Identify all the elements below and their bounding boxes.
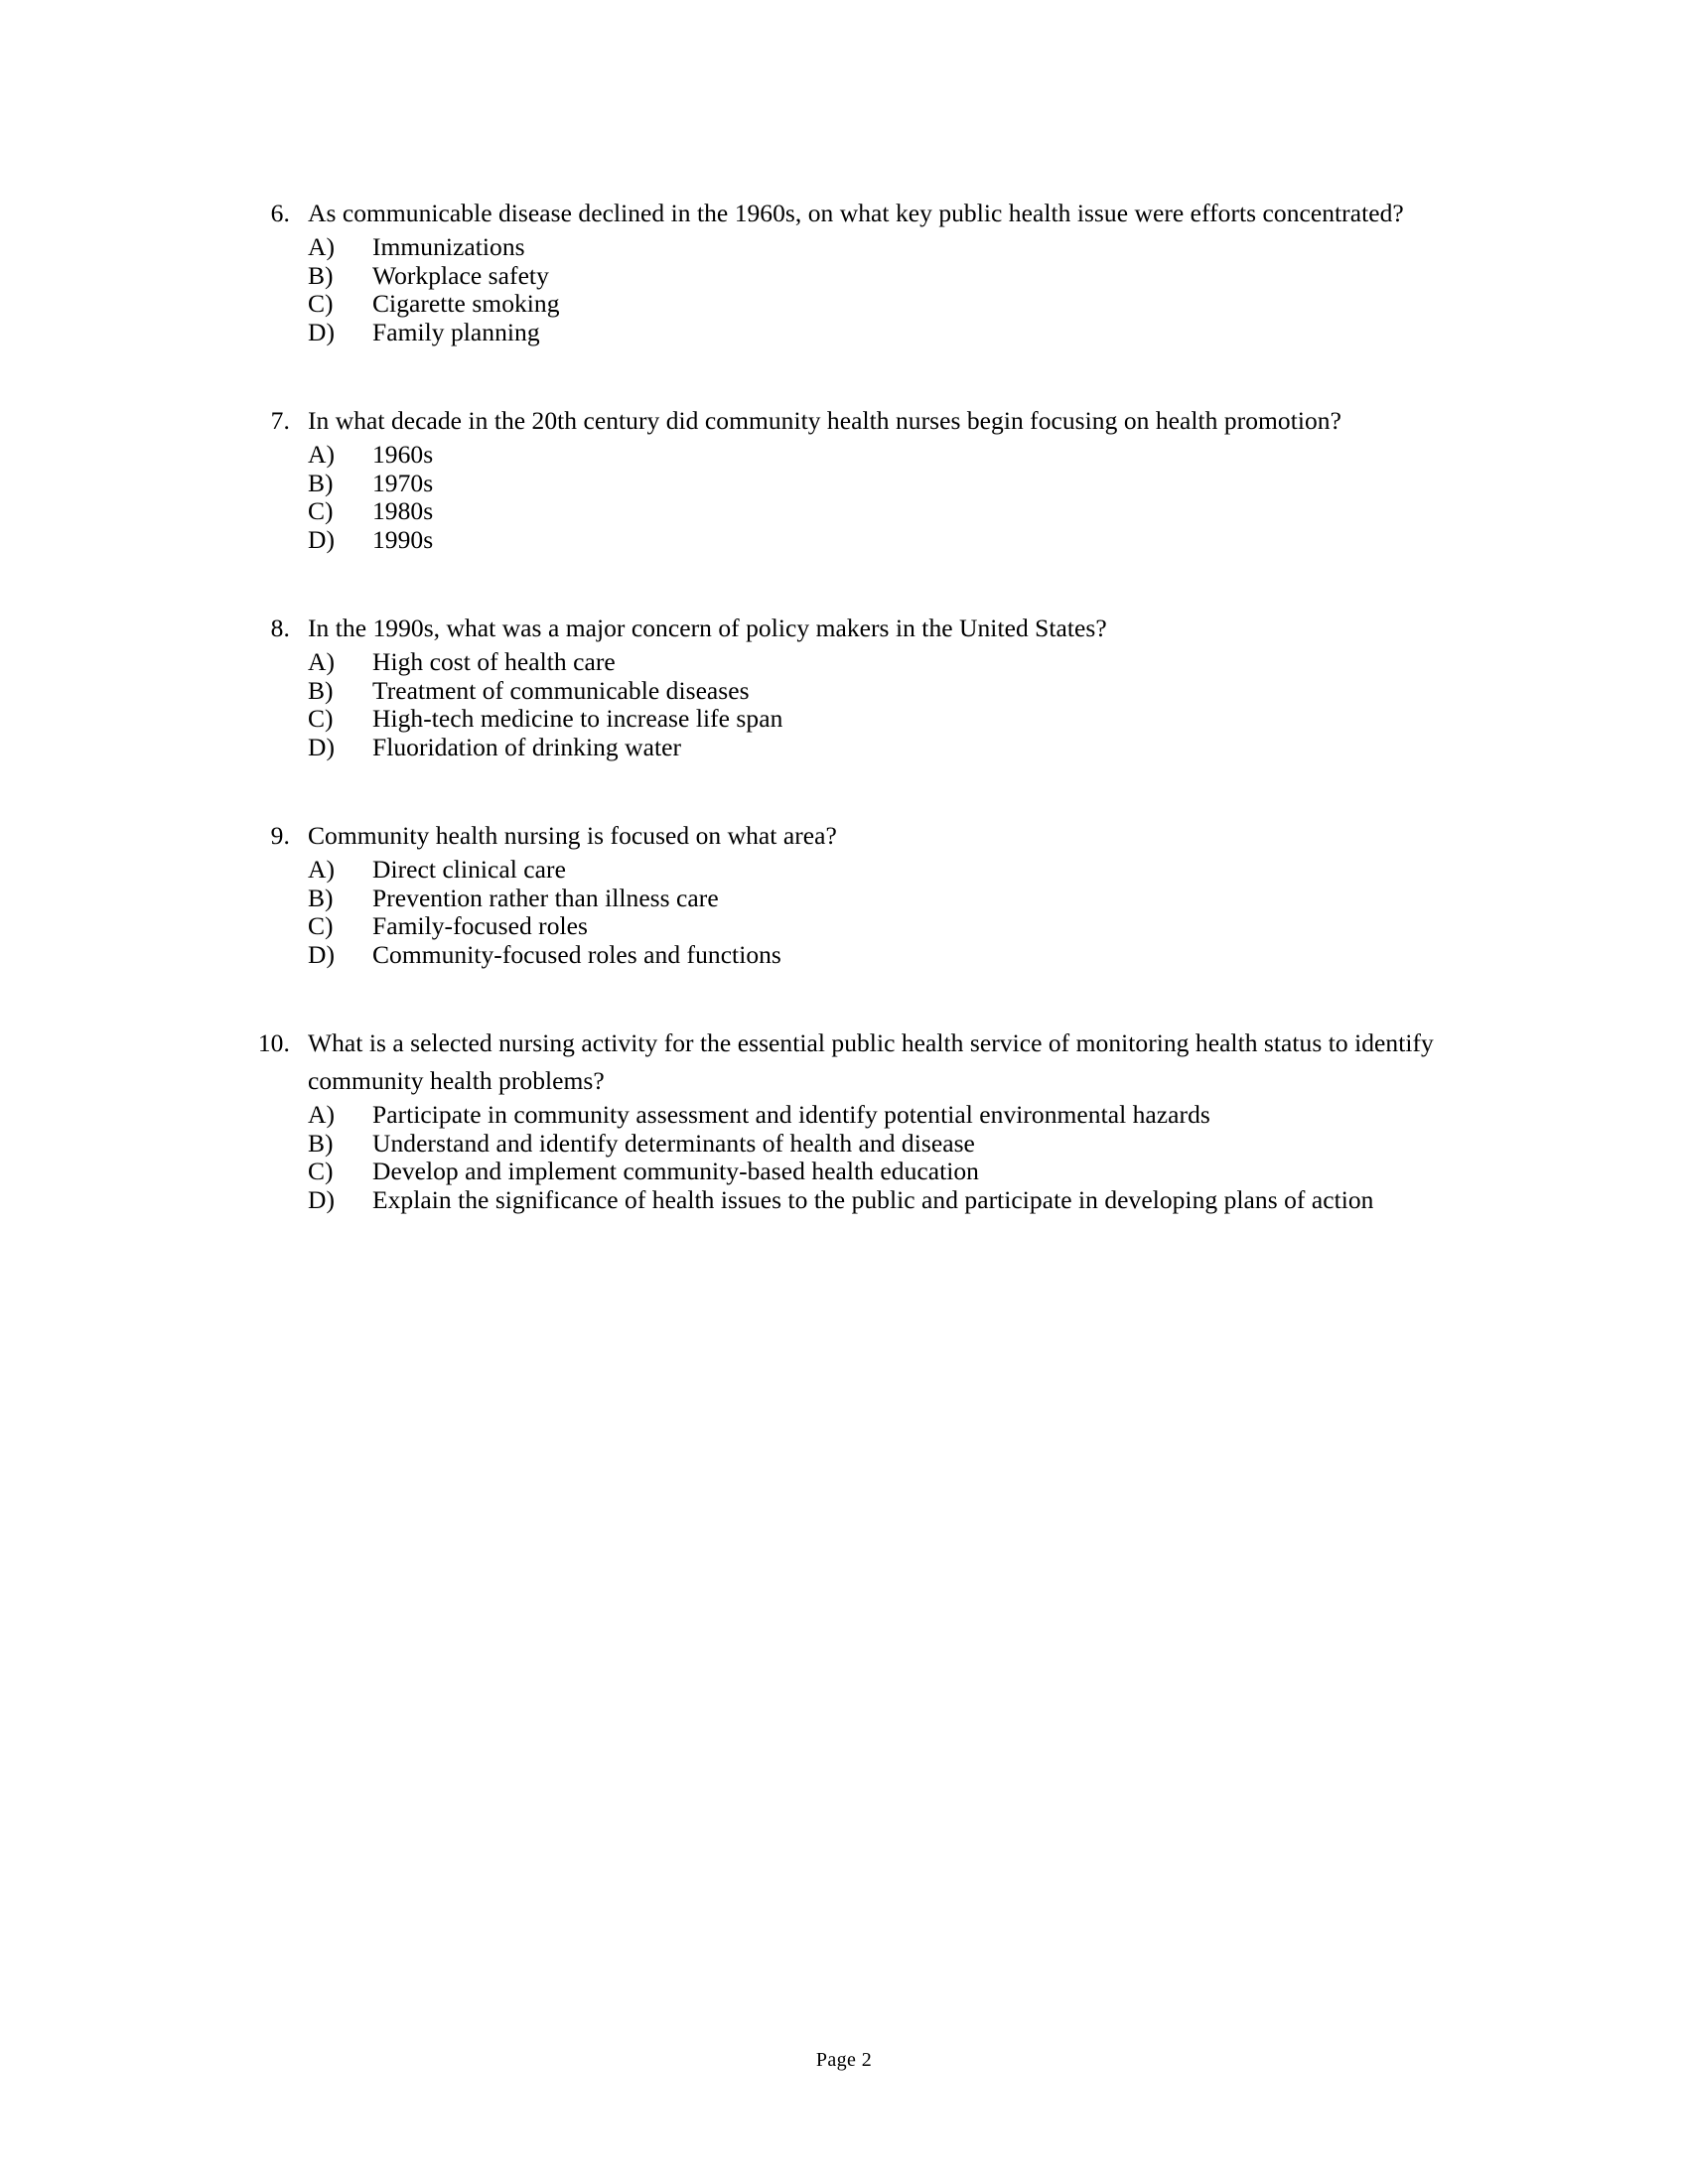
option-letter: B) [308,675,334,705]
question-text: In what decade in the 20th century did community health nurses begin focusing on health promotion? [308,406,1341,435]
question-stem [228,402,1470,440]
answer-option[interactable] [308,1101,1470,1130]
answer-option[interactable] [308,1130,1470,1159]
option-letter: B) [308,883,334,912]
answer-options [228,233,1470,346]
answer-options [228,648,1470,761]
option-text: Direct clinical care [372,855,566,884]
option-text: Participate in community assessment and identify potential environmental hazards [372,1100,1210,1129]
answer-option[interactable] [308,885,1470,913]
option-text: Develop and implement community-based health education [372,1157,979,1185]
option-letter: C) [308,289,334,318]
question-item [228,817,1470,969]
option-text: Workplace safety [372,260,549,290]
answer-option[interactable] [308,441,1470,470]
question-item [228,610,1470,761]
answer-option[interactable] [308,233,1470,262]
answer-option[interactable] [308,526,1470,555]
question-list [228,195,1470,1214]
question-number: 8. [270,614,290,642]
answer-option[interactable] [308,677,1470,706]
option-text: Treatment of communicable diseases [372,675,750,705]
question-text: What is a selected nursing activity for the essential public health service of monitoring health status to identify community health problems? [308,1028,1434,1095]
option-letter: D) [308,524,336,554]
answer-option[interactable] [308,1158,1470,1186]
option-text: Explain the significance of health issues to the public and participate in developing plans of action [372,1184,1374,1214]
option-text: 1970s [372,468,434,497]
option-text: Cigarette smoking [372,289,560,318]
option-letter: A) [308,440,336,469]
question-number: 6. [270,199,290,227]
answer-option[interactable] [308,648,1470,677]
option-letter: B) [308,468,334,497]
question-number: 9. [270,821,290,850]
option-text: Understand and identify determinants of health and disease [372,1128,975,1158]
option-text: 1980s [372,496,434,525]
option-letter: B) [308,260,334,290]
question-stem [228,610,1470,647]
option-text: Family-focused roles [372,911,588,940]
option-text: Immunizations [372,232,525,261]
answer-option[interactable] [308,262,1470,291]
question-number: 10. [257,1028,290,1057]
answer-option[interactable] [308,290,1470,319]
option-letter: A) [308,647,336,676]
option-letter: A) [308,232,336,261]
answer-options [228,1101,1470,1214]
answer-option[interactable] [308,470,1470,498]
option-letter: B) [308,1128,334,1158]
answer-options [228,856,1470,969]
option-letter: A) [308,1100,336,1129]
option-text: High cost of health care [372,647,616,676]
question-text: As communicable disease declined in the 1960s, on what key public health issue were efforts concentrated? [308,199,1404,227]
option-letter: C) [308,704,334,733]
answer-option[interactable] [308,941,1470,970]
option-letter: C) [308,911,334,940]
option-letter: C) [308,496,334,525]
option-letter: D) [308,939,336,969]
question-stem [228,195,1470,232]
option-text: Community-focused roles and functions [372,939,781,969]
answer-option[interactable] [308,912,1470,941]
option-text: 1960s [372,440,434,469]
option-text: Fluoridation of drinking water [372,732,681,761]
option-letter: C) [308,1157,334,1185]
question-stem [228,1024,1470,1100]
question-text: Community health nursing is focused on what area? [308,821,837,850]
question-number: 7. [270,406,290,435]
option-letter: D) [308,732,336,761]
answer-options [228,441,1470,554]
question-item [228,195,1470,346]
option-letter: D) [308,317,336,346]
question-text: In the 1990s, what was a major concern of policy makers in the United States? [308,614,1107,642]
option-text: Prevention rather than illness care [372,883,719,912]
option-text: High-tech medicine to increase life span [372,704,783,733]
answer-option[interactable] [308,1186,1470,1215]
option-text: 1990s [372,524,434,554]
page-footer: Page 2 [815,2049,873,2071]
option-letter: D) [308,1184,336,1214]
question-stem [228,817,1470,855]
option-text: Family planning [372,317,540,346]
answer-option[interactable] [308,705,1470,734]
answer-option[interactable] [308,856,1470,885]
option-letter: A) [308,855,336,884]
question-item [228,402,1470,554]
question-item [228,1024,1470,1214]
answer-option[interactable] [308,319,1470,347]
answer-option[interactable] [308,497,1470,526]
answer-option[interactable] [308,734,1470,762]
